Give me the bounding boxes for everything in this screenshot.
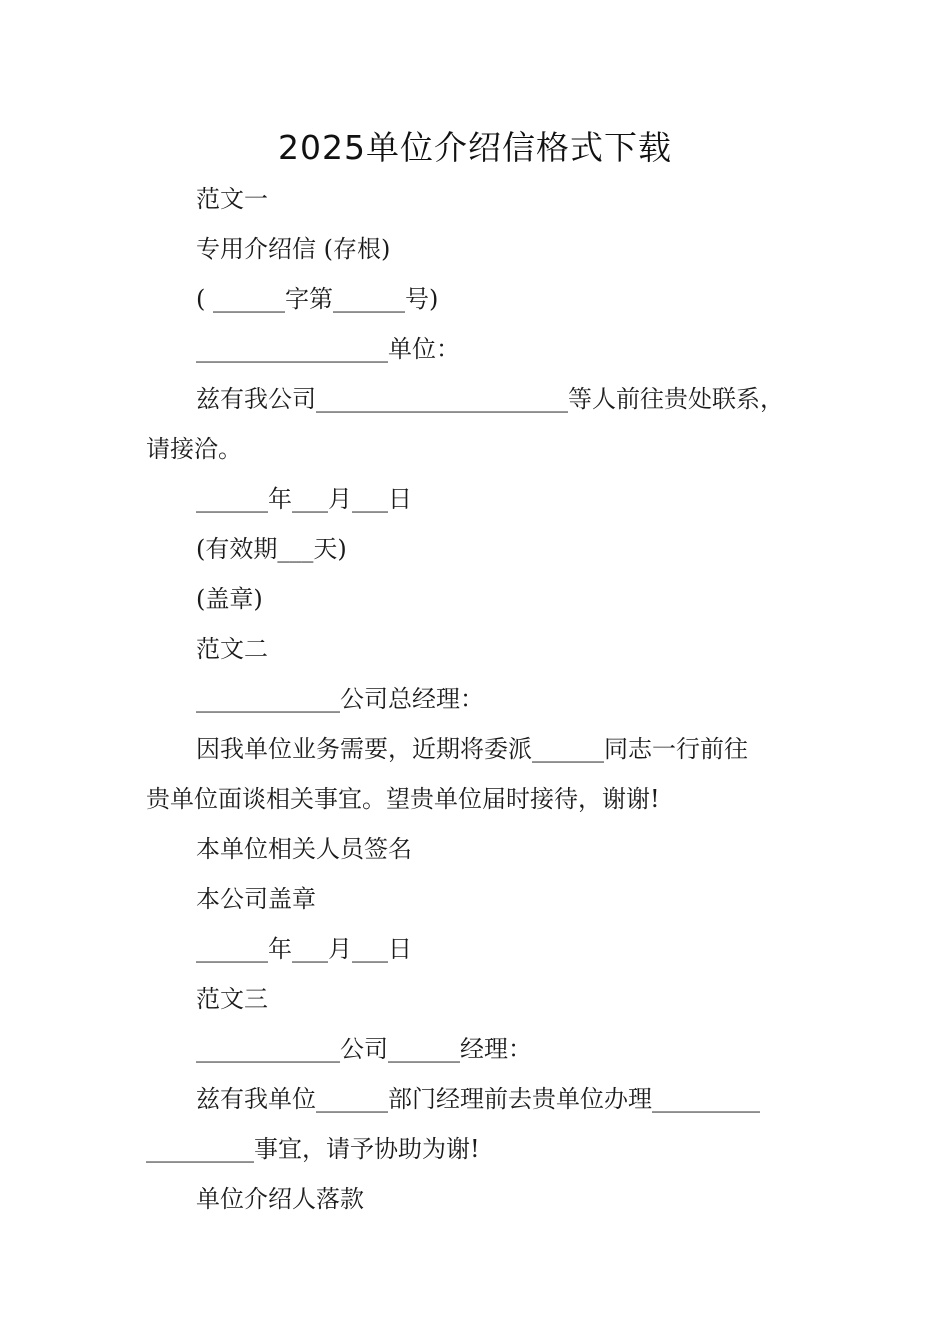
recipient-line: ________________单位： (196, 335, 460, 363)
letter-body-line-continued: _________事宜，请予协助为谢! (146, 1135, 480, 1163)
document-body (146, 174, 826, 1224)
signature-line: 本单位相关人员签名 (196, 835, 412, 863)
letter-body-line-continued: 请接洽。 (146, 435, 242, 463)
recipient-line: ____________公司总经理： (196, 685, 484, 713)
signature-line: 单位介绍人落款 (196, 1185, 364, 1213)
seal-line: 本公司盖章 (196, 885, 316, 913)
letter-body-line-continued: 贵单位面谈相关事宜。望贵单位届时接待，谢谢! (146, 785, 660, 813)
date-line: ______年___月___日 (196, 485, 412, 513)
letter-header: 专用介绍信 (存根) (196, 235, 391, 263)
letter-body-line: 因我单位业务需要，近期将委派______同志一行前往 (196, 735, 748, 763)
letter-body-line: 兹有我单位______部门经理前去贵单位办理_________ (196, 1085, 760, 1113)
date-line: ______年___月___日 (196, 935, 412, 963)
letter-body-line: 兹有我公司_____________________等人前往贵处联系， (196, 385, 784, 413)
seal-line: (盖章) (196, 585, 263, 613)
sample-heading-3: 范文三 (196, 985, 268, 1013)
validity-line: (有效期___天) (196, 535, 347, 563)
document-title: 2025单位介绍信格式下载 (278, 128, 672, 167)
letter-number-line: ( ______字第______号) (196, 285, 439, 313)
sample-heading-2: 范文二 (196, 635, 268, 663)
recipient-line: ____________公司______经理： (196, 1035, 532, 1063)
sample-heading-1: 范文一 (196, 185, 268, 213)
